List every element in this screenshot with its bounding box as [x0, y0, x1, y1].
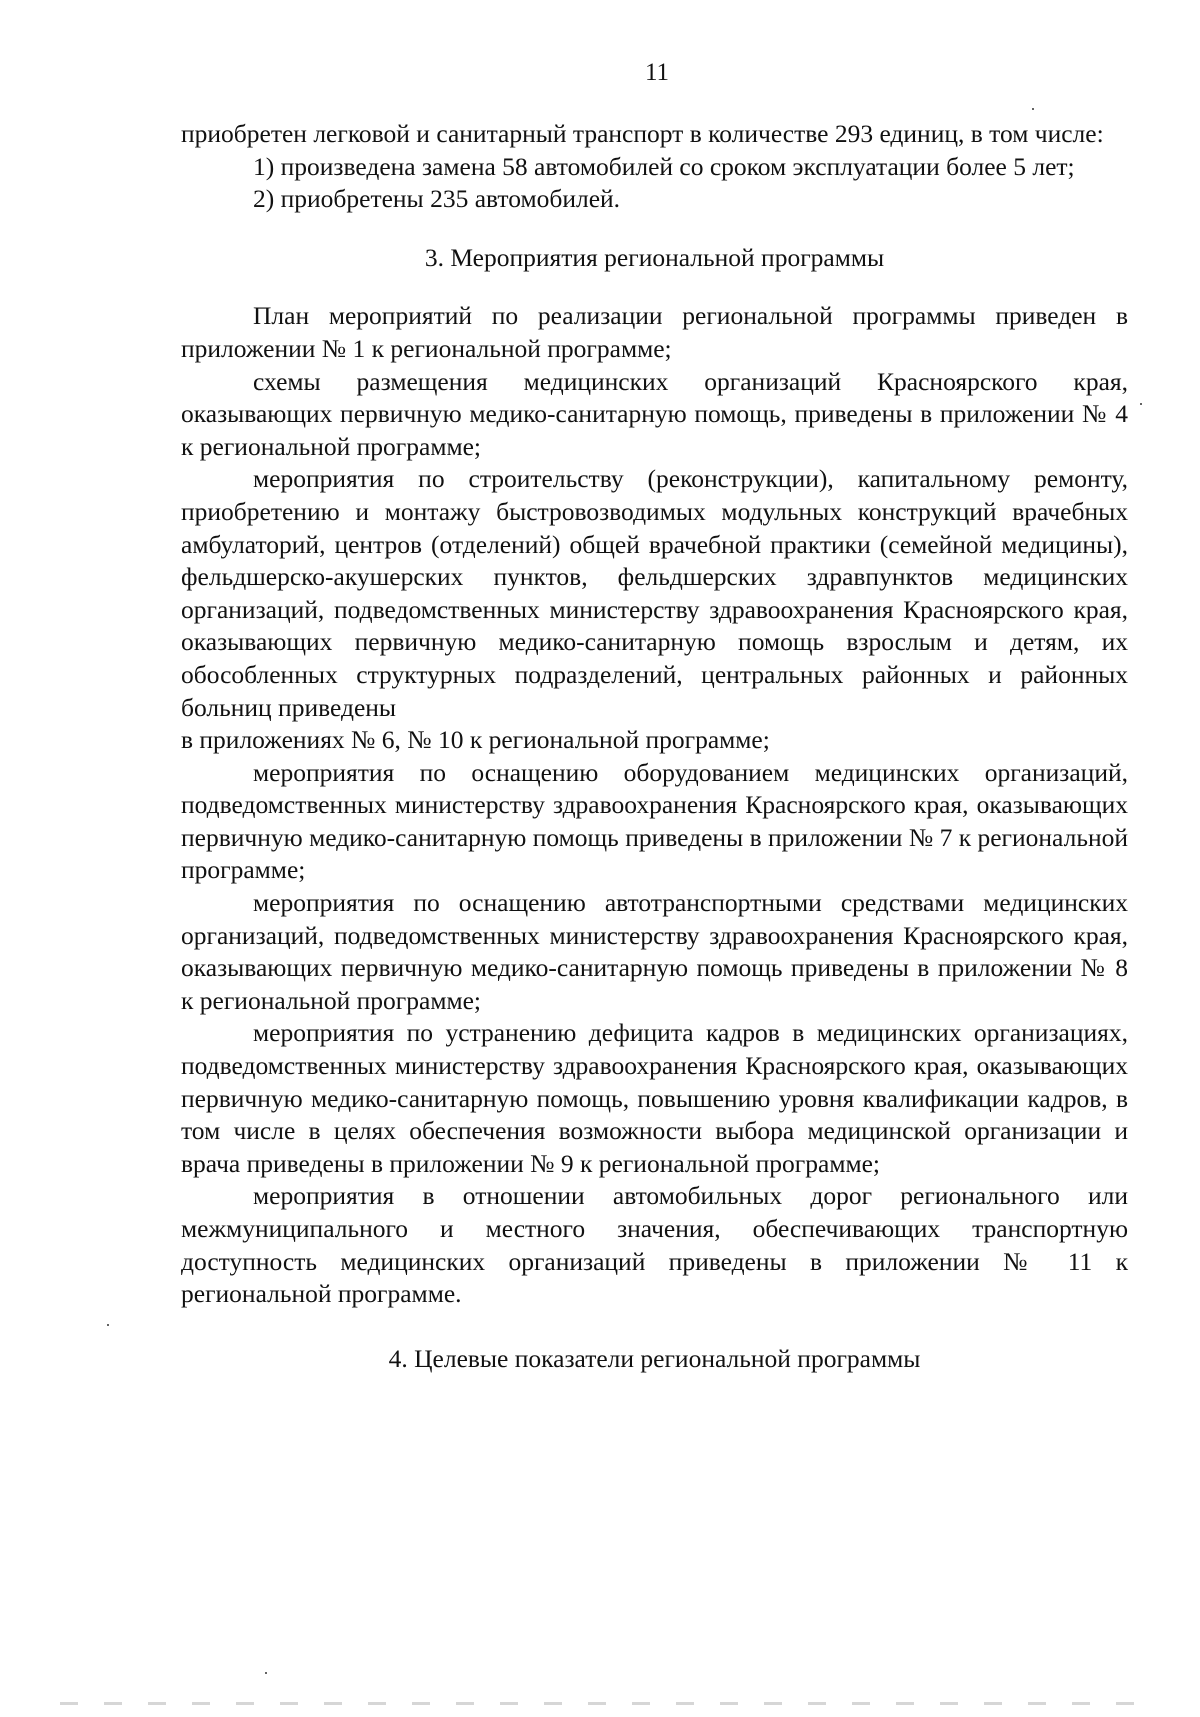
scan-speck	[1140, 403, 1142, 405]
section-4-heading: 4. Целевые показатели региональной программы	[388, 1343, 921, 1373]
paragraph-staff: мероприятия по устранению дефицита кадров в медицинских организациях, подведомственных министерству здравоохранения Красноярского края, оказывающих первичную медико-санитарную помощь, повышению уровня квалификации кадров, в том числе в целях обеспечения возможности выбора медицинской организации и врача приведены в приложении № 9 к региональной программе;	[181, 1018, 1128, 1178]
paragraph-equipment: мероприятия по оснащению оборудованием медицинских организаций, подведомственных министерству здравоохранения Красноярского края, оказывающих первичную медико-санитарную помощь приведены в приложении № 7 к региональной программе;	[181, 757, 1128, 885]
intro-paragraph: приобретен легковой и санитарный транспорт в количестве 293 единиц, в том числе:	[181, 119, 1104, 148]
scan-speck	[265, 1672, 267, 1674]
paragraph-construction-tail: в приложениях № 6, № 10 к региональной программе;	[181, 725, 770, 755]
section-3-heading: 3. Мероприятия региональной программы	[424, 242, 885, 272]
scan-speck	[107, 1324, 109, 1326]
list-item-1: 1) произведена замена 58 автомобилей со сроком эксплуатации более 5 лет;	[253, 151, 1075, 181]
paragraph-schemes: схемы размещения медицинских организаций Красноярского края, оказывающих первичную медико-санитарную помощь, приведены в приложении № 4 к региональной программе;	[181, 366, 1128, 461]
scan-edge	[60, 1702, 1160, 1705]
paragraph-plan: План мероприятий по реализации региональной программы приведен в приложении № 1 к региональной программе;	[181, 301, 1128, 363]
paragraph-roads: мероприятия в отношении автомобильных дорог регионального или межмуниципального и местного значения, обеспечивающих транспортную доступность медицинских организаций приведены в приложении № 11 к региональной программе.	[181, 1181, 1128, 1309]
body-text	[181, 118, 1128, 1375]
paragraph-vehicles: мероприятия по оснащению автотранспортными средствами медицинских организаций, подведомственных министерству здравоохранения Красноярского края, оказывающих первичную медико-санитарную помощь приведены в приложении № 8 к региональной программе;	[181, 888, 1128, 1015]
list-item-2: 2) приобретены 235 автомобилей.	[253, 184, 621, 214]
paragraph-construction: мероприятия по строительству (реконструкции), капитальному ремонту, приобретению и монтажу быстровозводимых модульных конструкций врачебных амбулаторий, центров (отделений) общей врачебной практики (семейной медицины), фельдшерско-акушерских пунктов, фельдшерских здравпунктов медицинских организаций, подведомственных министерству здравоохранения Красноярского края, оказывающих первичную медико-санитарную помощь взрослым и детям, их обособленных структурных подразделений, центральных районных и районных больниц приведены	[181, 464, 1128, 722]
scan-speck	[1032, 108, 1034, 110]
page-number: 11	[644, 59, 670, 86]
